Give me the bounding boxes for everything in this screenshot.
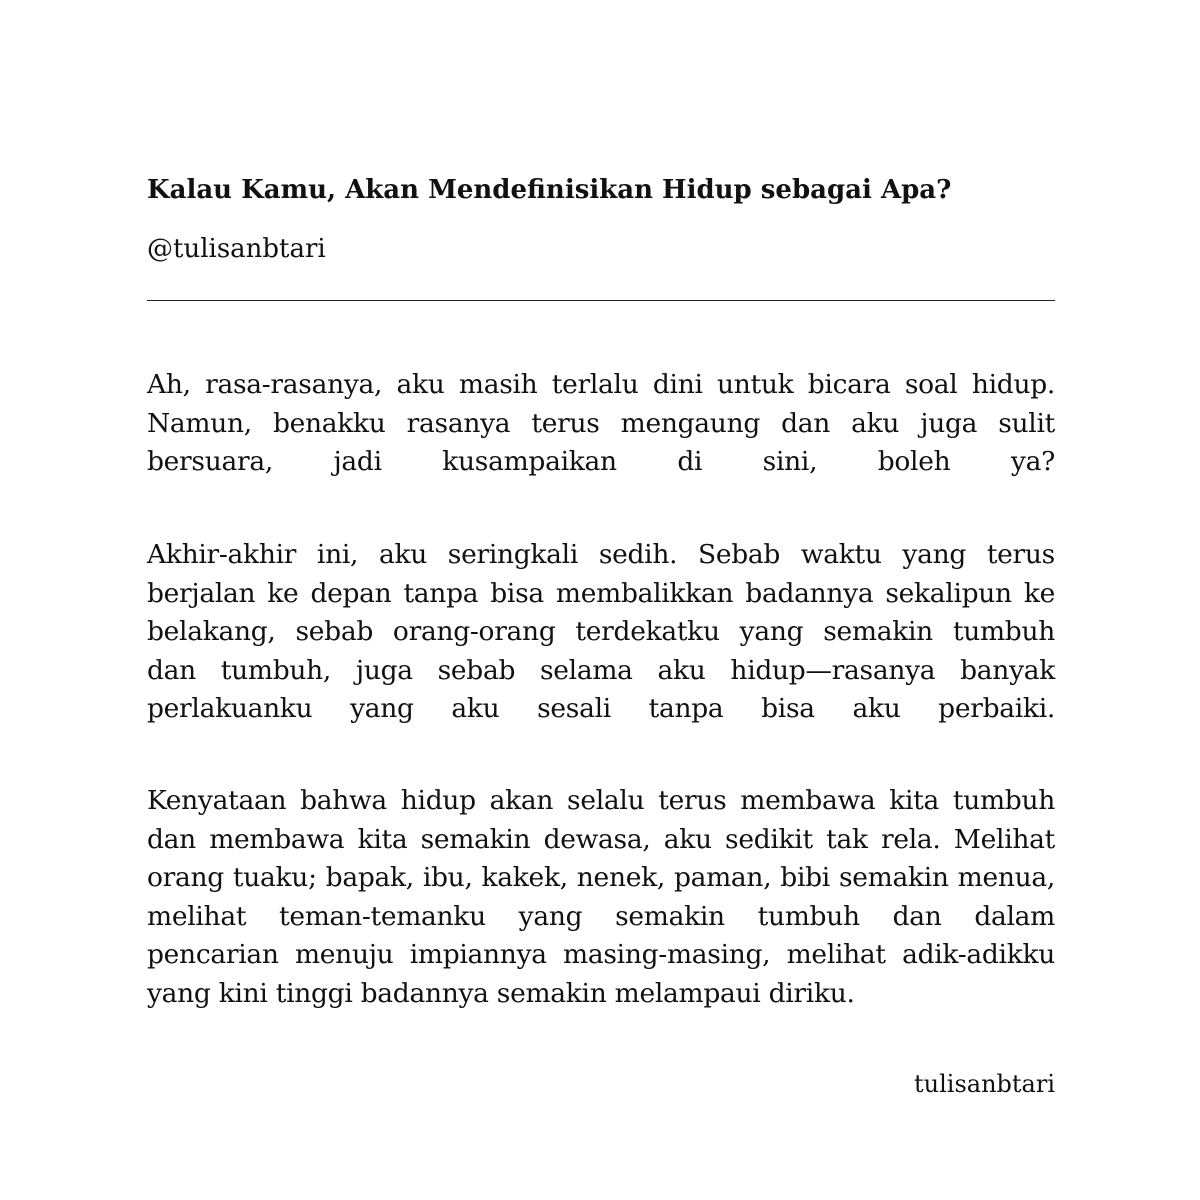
paragraph-2 xyxy=(147,536,1055,729)
paragraph-line: dan tumbuh, juga sebab selama aku hidup—rasanya banyak xyxy=(147,654,1055,686)
paragraph-line: pencarian menuju impiannya masing-masing, melihat adik-adikku xyxy=(147,939,1055,970)
paragraph-line: belakang, sebab orang-orang terdekatku yang semakin tumbuh xyxy=(147,616,1055,647)
paragraph-line: dan membawa kita semakin dewasa, aku sedikit tak rela. Melihat xyxy=(147,823,1055,855)
paragraph-line: Akhir-akhir ini, aku seringkali sedih. Sebab waktu yang terus xyxy=(147,539,1055,570)
divider-line xyxy=(147,300,1055,301)
author-handle: @tulisanbtari xyxy=(147,234,326,264)
paragraph-line: melihat teman-temanku yang semakin tumbuh dan dalam xyxy=(147,900,1055,932)
paragraph-line: orang tuaku; bapak, ibu, kakek, nenek, paman, bibi semakin menua, xyxy=(147,862,1055,893)
paragraph-1 xyxy=(147,366,1055,482)
document-page xyxy=(147,0,1055,1200)
document-title: Kalau Kamu, Akan Mendefinisikan Hidup sebagai Apa? xyxy=(147,175,952,205)
paragraph-line: Kenyataan bahwa hidup akan selalu terus membawa kita tumbuh xyxy=(147,785,1055,816)
paragraph-line: Ah, rasa-rasanya, aku masih terlalu dini untuk bicara soal hidup. xyxy=(147,369,1055,400)
paragraph-line: perlakuanku yang aku sesali tanpa bisa aku perbaiki. xyxy=(147,693,1055,724)
paragraph-3 xyxy=(147,782,1055,1013)
paragraph-line: yang kini tinggi badannya semakin melampaui diriku. xyxy=(147,977,855,1009)
paragraph-line: berjalan ke depan tanpa bisa membalikkan badannya sekalipun ke xyxy=(147,577,1055,609)
paragraph-line: bersuara, jadi kusampaikan di sini, boleh ya? xyxy=(147,446,1055,477)
signature: tulisanbtari xyxy=(914,1070,1055,1098)
paragraph-line: Namun, benakku rasanya terus mengaung dan aku juga sulit xyxy=(147,407,1055,439)
